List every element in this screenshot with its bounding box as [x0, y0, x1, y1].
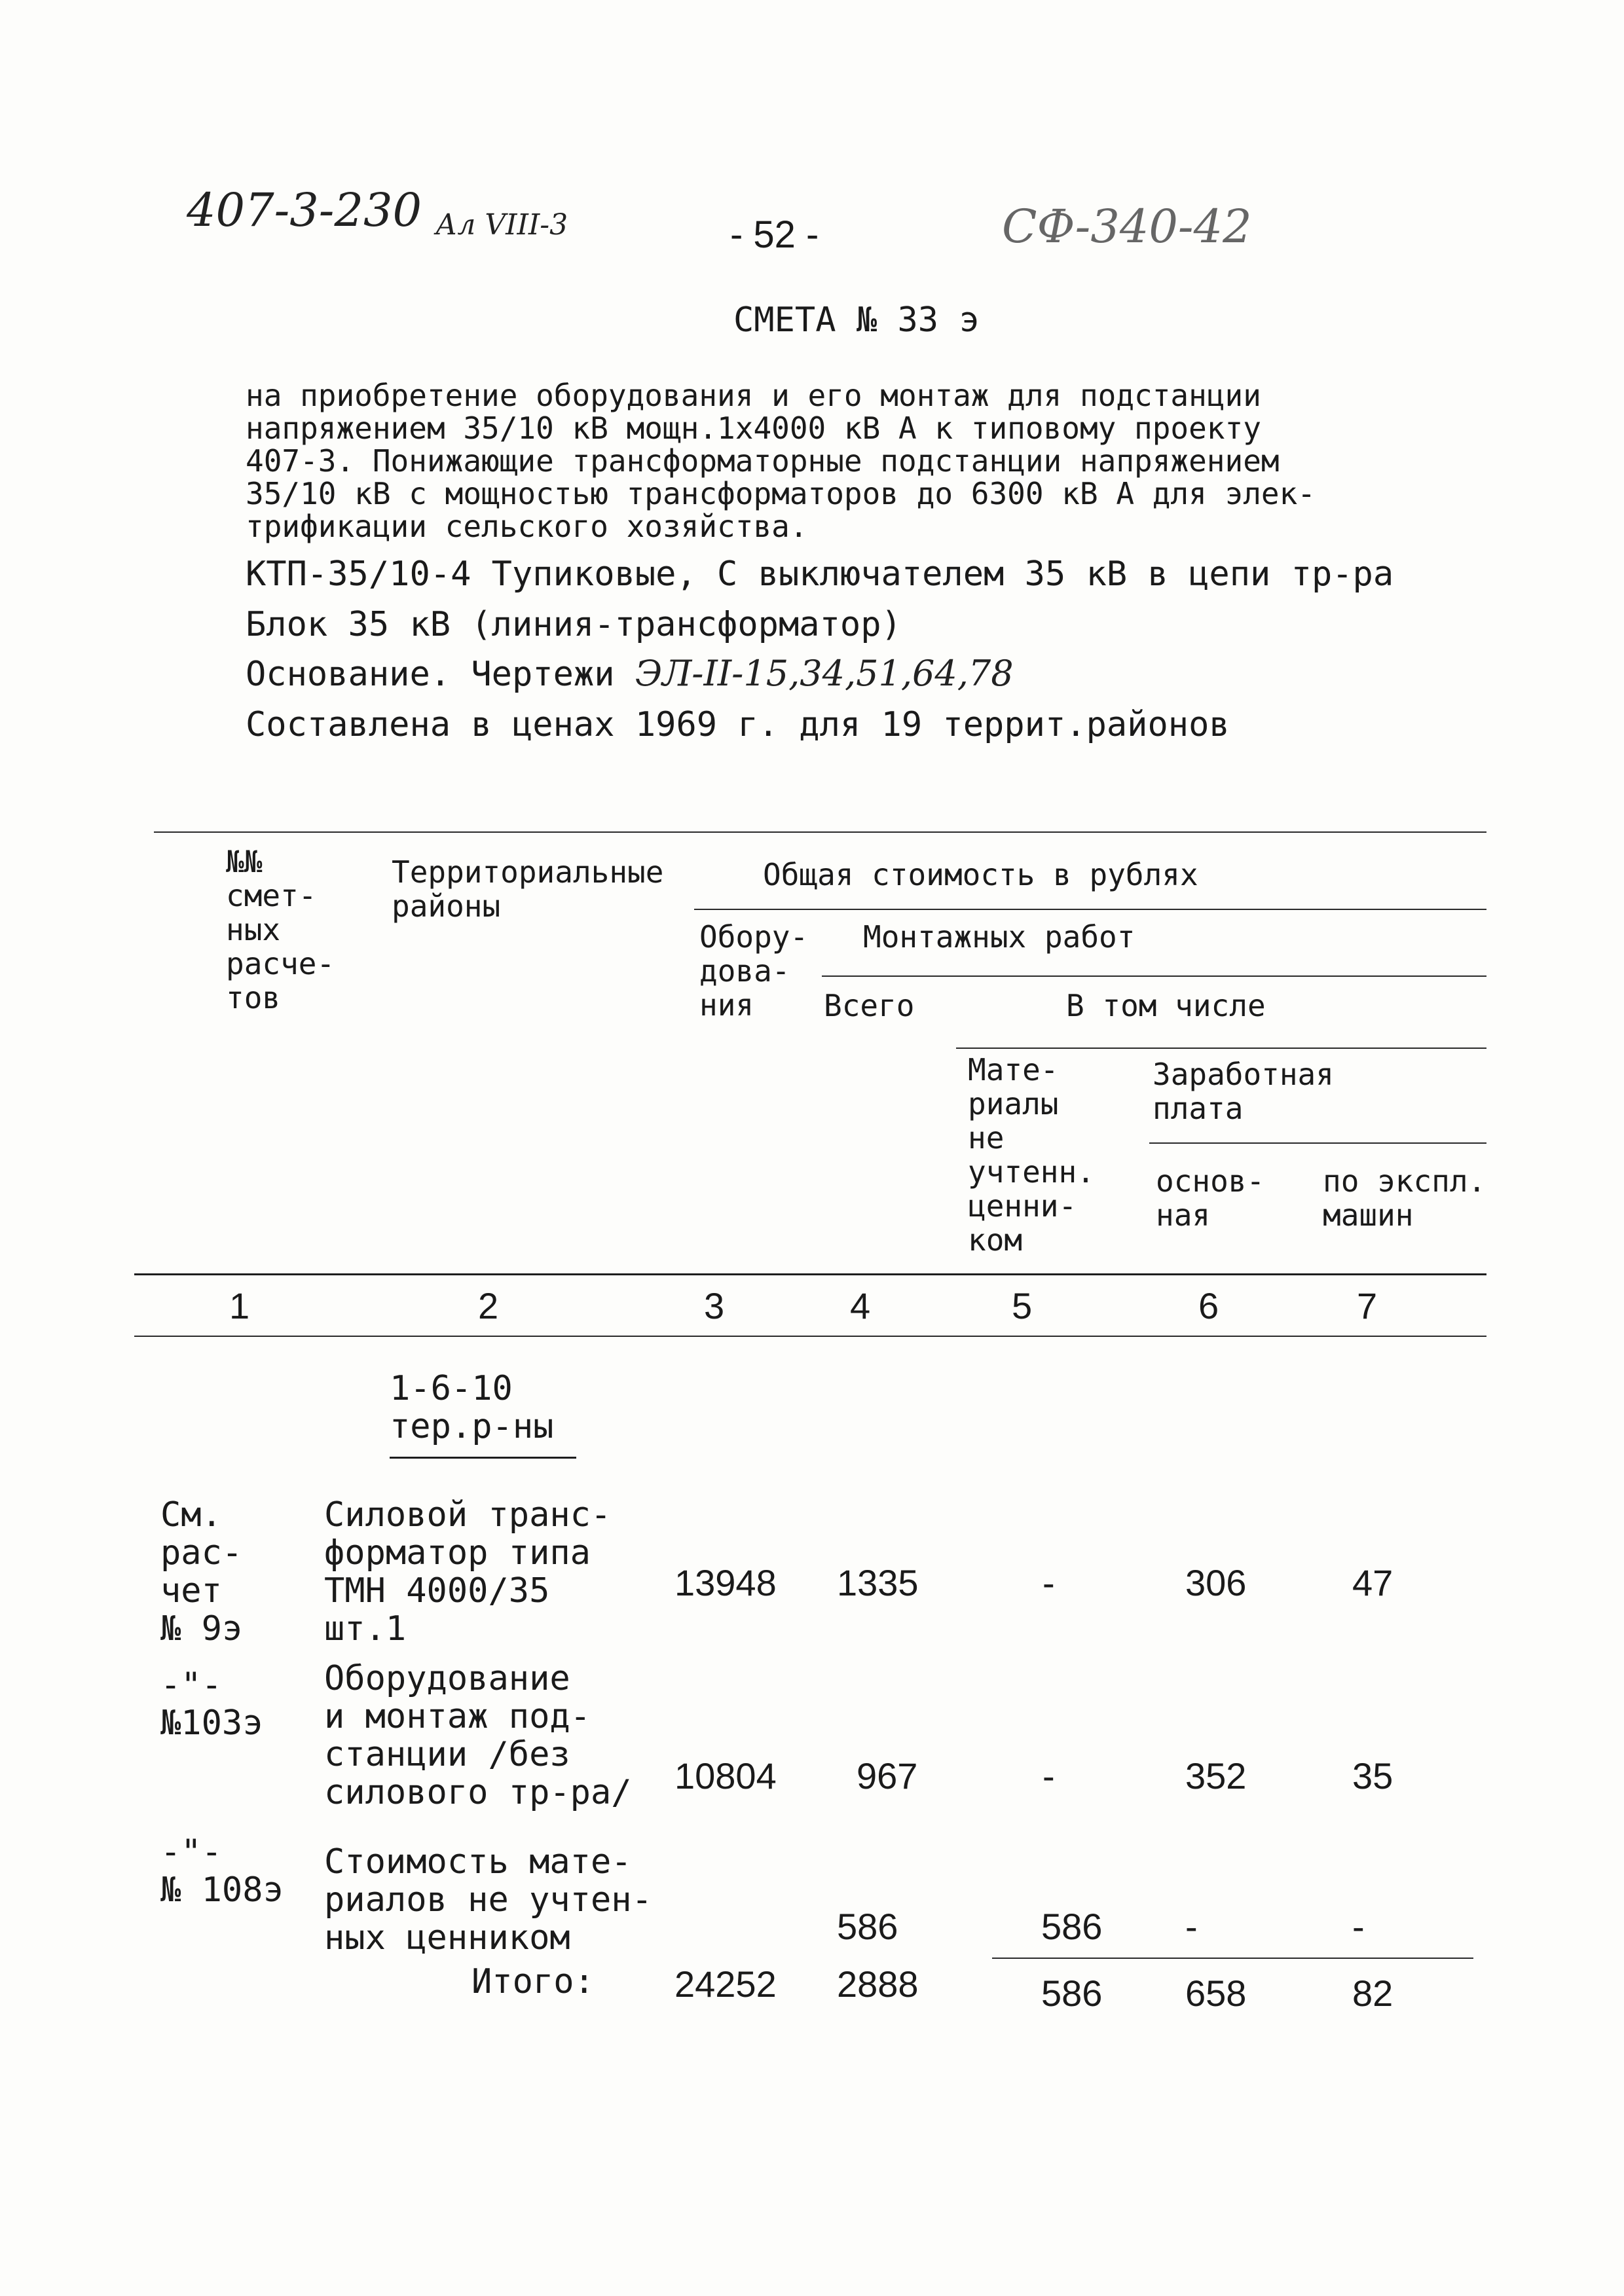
col-header-mounting: Монтажных работ [863, 919, 1135, 955]
header-bottom-rule [134, 1273, 1486, 1275]
col-header-including: В том числе [1066, 988, 1266, 1023]
totals-label: Итого: [471, 1962, 595, 2001]
basis-value: ЭЛ-II-15,34,51,64,78 [635, 653, 1014, 694]
composed-line: Составлена в ценах 1969 г. для 19 террит.районов [246, 705, 1230, 744]
col-number-5: 5 [1012, 1285, 1033, 1326]
rule-under-including [956, 1048, 1486, 1049]
col-number-7: 7 [1357, 1285, 1378, 1326]
col-header-total-cost: Общая стоимость в рублях [763, 857, 1198, 892]
basis-line [246, 655, 1014, 693]
col-header-territorial-districts: Территориальные районы [392, 854, 664, 924]
col-number-4: 4 [850, 1285, 871, 1326]
totals-materials: 586 [1041, 1973, 1103, 2014]
col-header-estimate-no: №№ смет- ных расче- тов [226, 844, 335, 1015]
rule-under-mounting [822, 975, 1486, 977]
row-ref: См. рас- чет № 9э [160, 1495, 243, 1649]
totals-total: 2888 [837, 1963, 919, 2005]
row-total: 586 [837, 1906, 898, 1947]
page-title: СМЕТА № 33 э [733, 301, 980, 340]
col-header-wages-machines: по экспл. машин [1323, 1163, 1486, 1233]
row-name: Силовой транс- форматор типа ТМН 4000/35 шт.1 [324, 1495, 612, 1649]
col-number-6: 6 [1198, 1285, 1219, 1326]
intro-line-3: 407-3. Понижающие трансформаторные подстанции напряжением [246, 443, 1280, 479]
basis-label: Основание. Чертежи [246, 655, 615, 694]
rule-under-wages [1149, 1142, 1486, 1144]
row-equipment: 10804 [674, 1755, 777, 1796]
row-materials: - [1043, 1562, 1055, 1603]
col-number-1: 1 [229, 1285, 250, 1326]
stamp-code: СФ-340-42 [1002, 200, 1252, 253]
totals-rule [992, 1958, 1473, 1959]
col-header-materials: Мате- риалы не учтенн. ценни- ком [968, 1052, 1095, 1258]
row-wages-machines: - [1352, 1906, 1365, 1947]
col-header-equipment: Обору- дова- ния [699, 919, 809, 1023]
totals-equipment: 24252 [674, 1963, 777, 2005]
row-total: 1335 [837, 1562, 919, 1603]
row-wages-basic: 352 [1185, 1755, 1247, 1796]
row-ref: -"- № 108э [160, 1832, 284, 1910]
intro-line-1: на приобретение оборудования и его монтаж для подстанции [246, 378, 1261, 413]
col-header-wages: Заработная плата [1153, 1057, 1334, 1126]
ktp-line: КТП-35/10-4 Тупиковые, С выключателем 35 кВ в цепи тр-ра [246, 555, 1394, 594]
row-wages-machines: 47 [1352, 1562, 1393, 1603]
row-wages-basic: - [1185, 1906, 1198, 1947]
row-equipment: 13948 [674, 1562, 777, 1603]
col-number-3: 3 [704, 1285, 725, 1326]
col-number-2: 2 [478, 1285, 499, 1326]
rule-under-total-cost [694, 909, 1486, 910]
totals-wages-machines: 82 [1352, 1973, 1393, 2014]
page-number: - 52 - [730, 213, 819, 256]
table-top-rule [154, 831, 1486, 833]
col-header-wages-basic: основ- ная [1156, 1163, 1265, 1233]
row-materials: 586 [1041, 1906, 1103, 1947]
row-wages-machines: 35 [1352, 1755, 1393, 1796]
intro-line-4: 35/10 кВ с мощностью трансформаторов до 6300 кВ А для элек- [246, 476, 1316, 511]
row-wages-basic: 306 [1185, 1562, 1247, 1603]
col-header-total: Всего [824, 988, 915, 1023]
row-name: Оборудование и монтаж под- станции /без силового тр-ра/ [324, 1659, 632, 1812]
row-ref: -"- №103э [160, 1666, 263, 1743]
section-underline [390, 1457, 576, 1459]
section-heading: 1-6-10 тер.р-ны [390, 1369, 554, 1446]
column-numbers-rule [134, 1336, 1486, 1337]
totals-wages-basic: 658 [1185, 1973, 1247, 2014]
intro-line-2: напряжением 35/10 кВ мощн.1х4000 кВ А к типовому проекту [246, 410, 1261, 446]
row-total: 967 [857, 1755, 918, 1796]
intro-line-5: трификации сельского хозяйства. [246, 509, 808, 544]
block-line: Блок 35 кВ (линия-трансформатор) [246, 605, 902, 644]
row-materials: - [1043, 1755, 1055, 1796]
row-name: Стоимость мате- риалов не учтен- ных ценником [324, 1842, 652, 1958]
document-code: 407-3-230 [187, 183, 422, 237]
document-code-suffix: Ал VIII-3 [435, 208, 568, 242]
